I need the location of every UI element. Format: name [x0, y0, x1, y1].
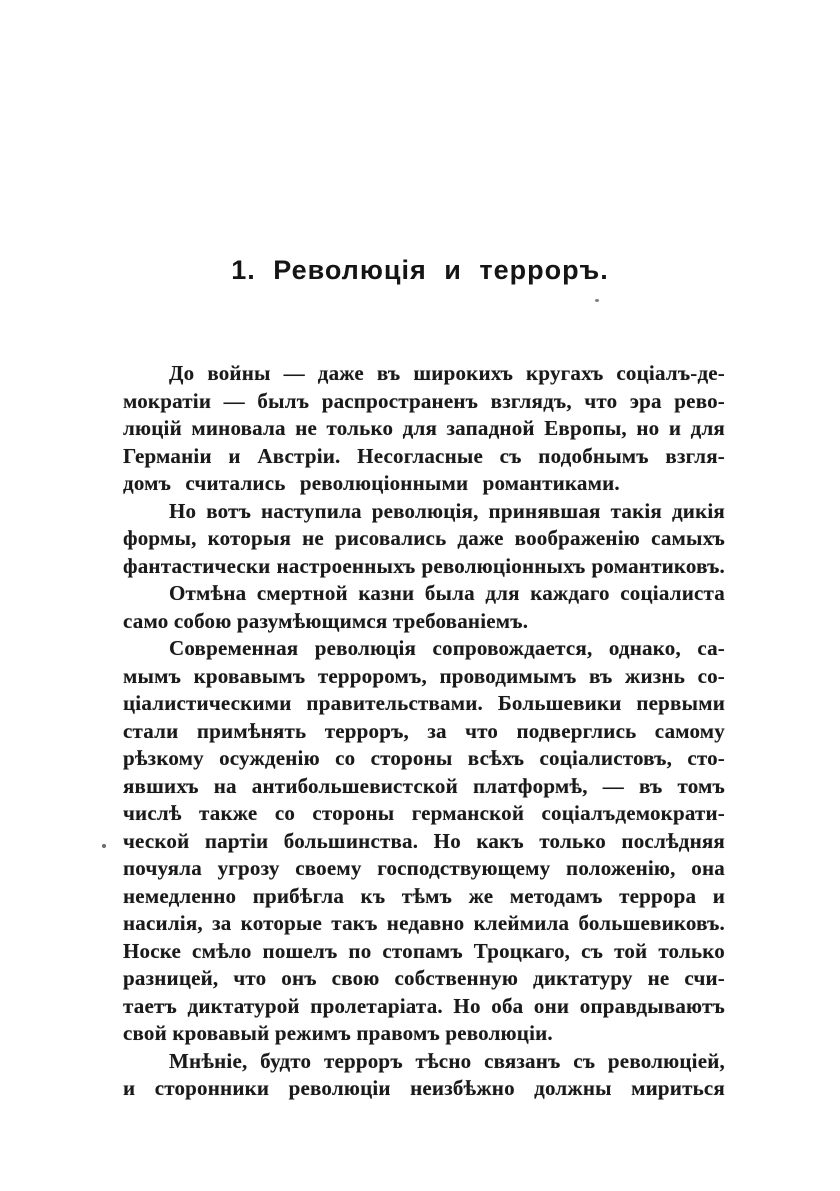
paragraph-3 [123, 580, 725, 635]
text-line: Мнѣніе, будто терроръ тѣсно связанъ съ революціей, [169, 1048, 725, 1073]
chapter-title: 1. Революція и терроръ. [231, 255, 609, 285]
text-line: фантастически настроенныхъ революціонныхъ романтиковъ. [123, 553, 725, 578]
ink-spot [595, 299, 599, 302]
text-line: таетъ диктатурой пролетаріата. Но оба они оправдываютъ [123, 993, 725, 1018]
text-line: мымъ кровавымъ терроромъ, проводимымъ въ жизнь со- [123, 663, 725, 688]
paragraph-4 [123, 635, 725, 1048]
text-line: Носке смѣло пошелъ по стопамъ Троцкаго, съ той только [123, 938, 725, 963]
text-line: ческой партіи большинства. Но какъ только послѣдняя [123, 828, 725, 853]
text-line: формы, которыя не рисовались даже воображенію самыхъ [123, 526, 725, 550]
text-line: стали примѣнять терроръ, за что подверглись самому [123, 718, 725, 743]
text-line: домъ считались революціонными романтиками. [123, 471, 620, 495]
text-line: люцій миновала не только для западной Европы, но и для [123, 416, 725, 440]
text-line: мократіи — былъ распространенъ взглядъ, что эра рево- [123, 388, 725, 413]
text-line: рѣзкому осужденію со стороны всѣхъ соціалистовъ, сто- [123, 746, 725, 770]
text-line: свой кровавый режимъ правомъ революціи. [123, 1021, 553, 1045]
text-line: числѣ также со стороны германской соціалъдемократи- [123, 801, 725, 825]
paragraph-1 [123, 360, 725, 498]
paragraph-2 [123, 498, 725, 581]
text-line: Современная революція сопровождается, однако, са- [169, 636, 725, 660]
text-line: разницей, что онъ свою собственную диктатуру не счи- [123, 966, 725, 990]
text-line: ціалистическими правительствами. Большевики первыми [123, 691, 725, 715]
page-body [123, 360, 725, 1103]
text-line: почуяла угрозу своему господствующему положенію, она [123, 856, 725, 880]
text-line: До войны — даже въ широкихъ кругахъ соціалъ-де- [169, 361, 725, 385]
text-line: Но вотъ наступила революція, принявшая такія дикія [169, 498, 725, 523]
text-line: насилія, за которые такъ недавно клеймила большевиковъ. [123, 911, 725, 935]
text-line: Германіи и Австріи. Несогласные съ подобнымъ взгля- [123, 443, 725, 468]
text-line: и сторонники революціи неизбѣжно должны мириться [123, 1076, 725, 1100]
text-line: немедленно прибѣгла къ тѣмъ же методамъ террора и [123, 883, 725, 908]
paragraph-5 [123, 1048, 725, 1103]
text-line: явшихъ на антибольшевистской платформѣ, — въ томъ [123, 773, 725, 798]
text-line: Отмѣна смертной казни была для каждаго соціалиста [169, 581, 725, 605]
text-line: само собою разумѣющимся требованіемъ. [123, 608, 529, 633]
ink-spot [102, 844, 106, 848]
